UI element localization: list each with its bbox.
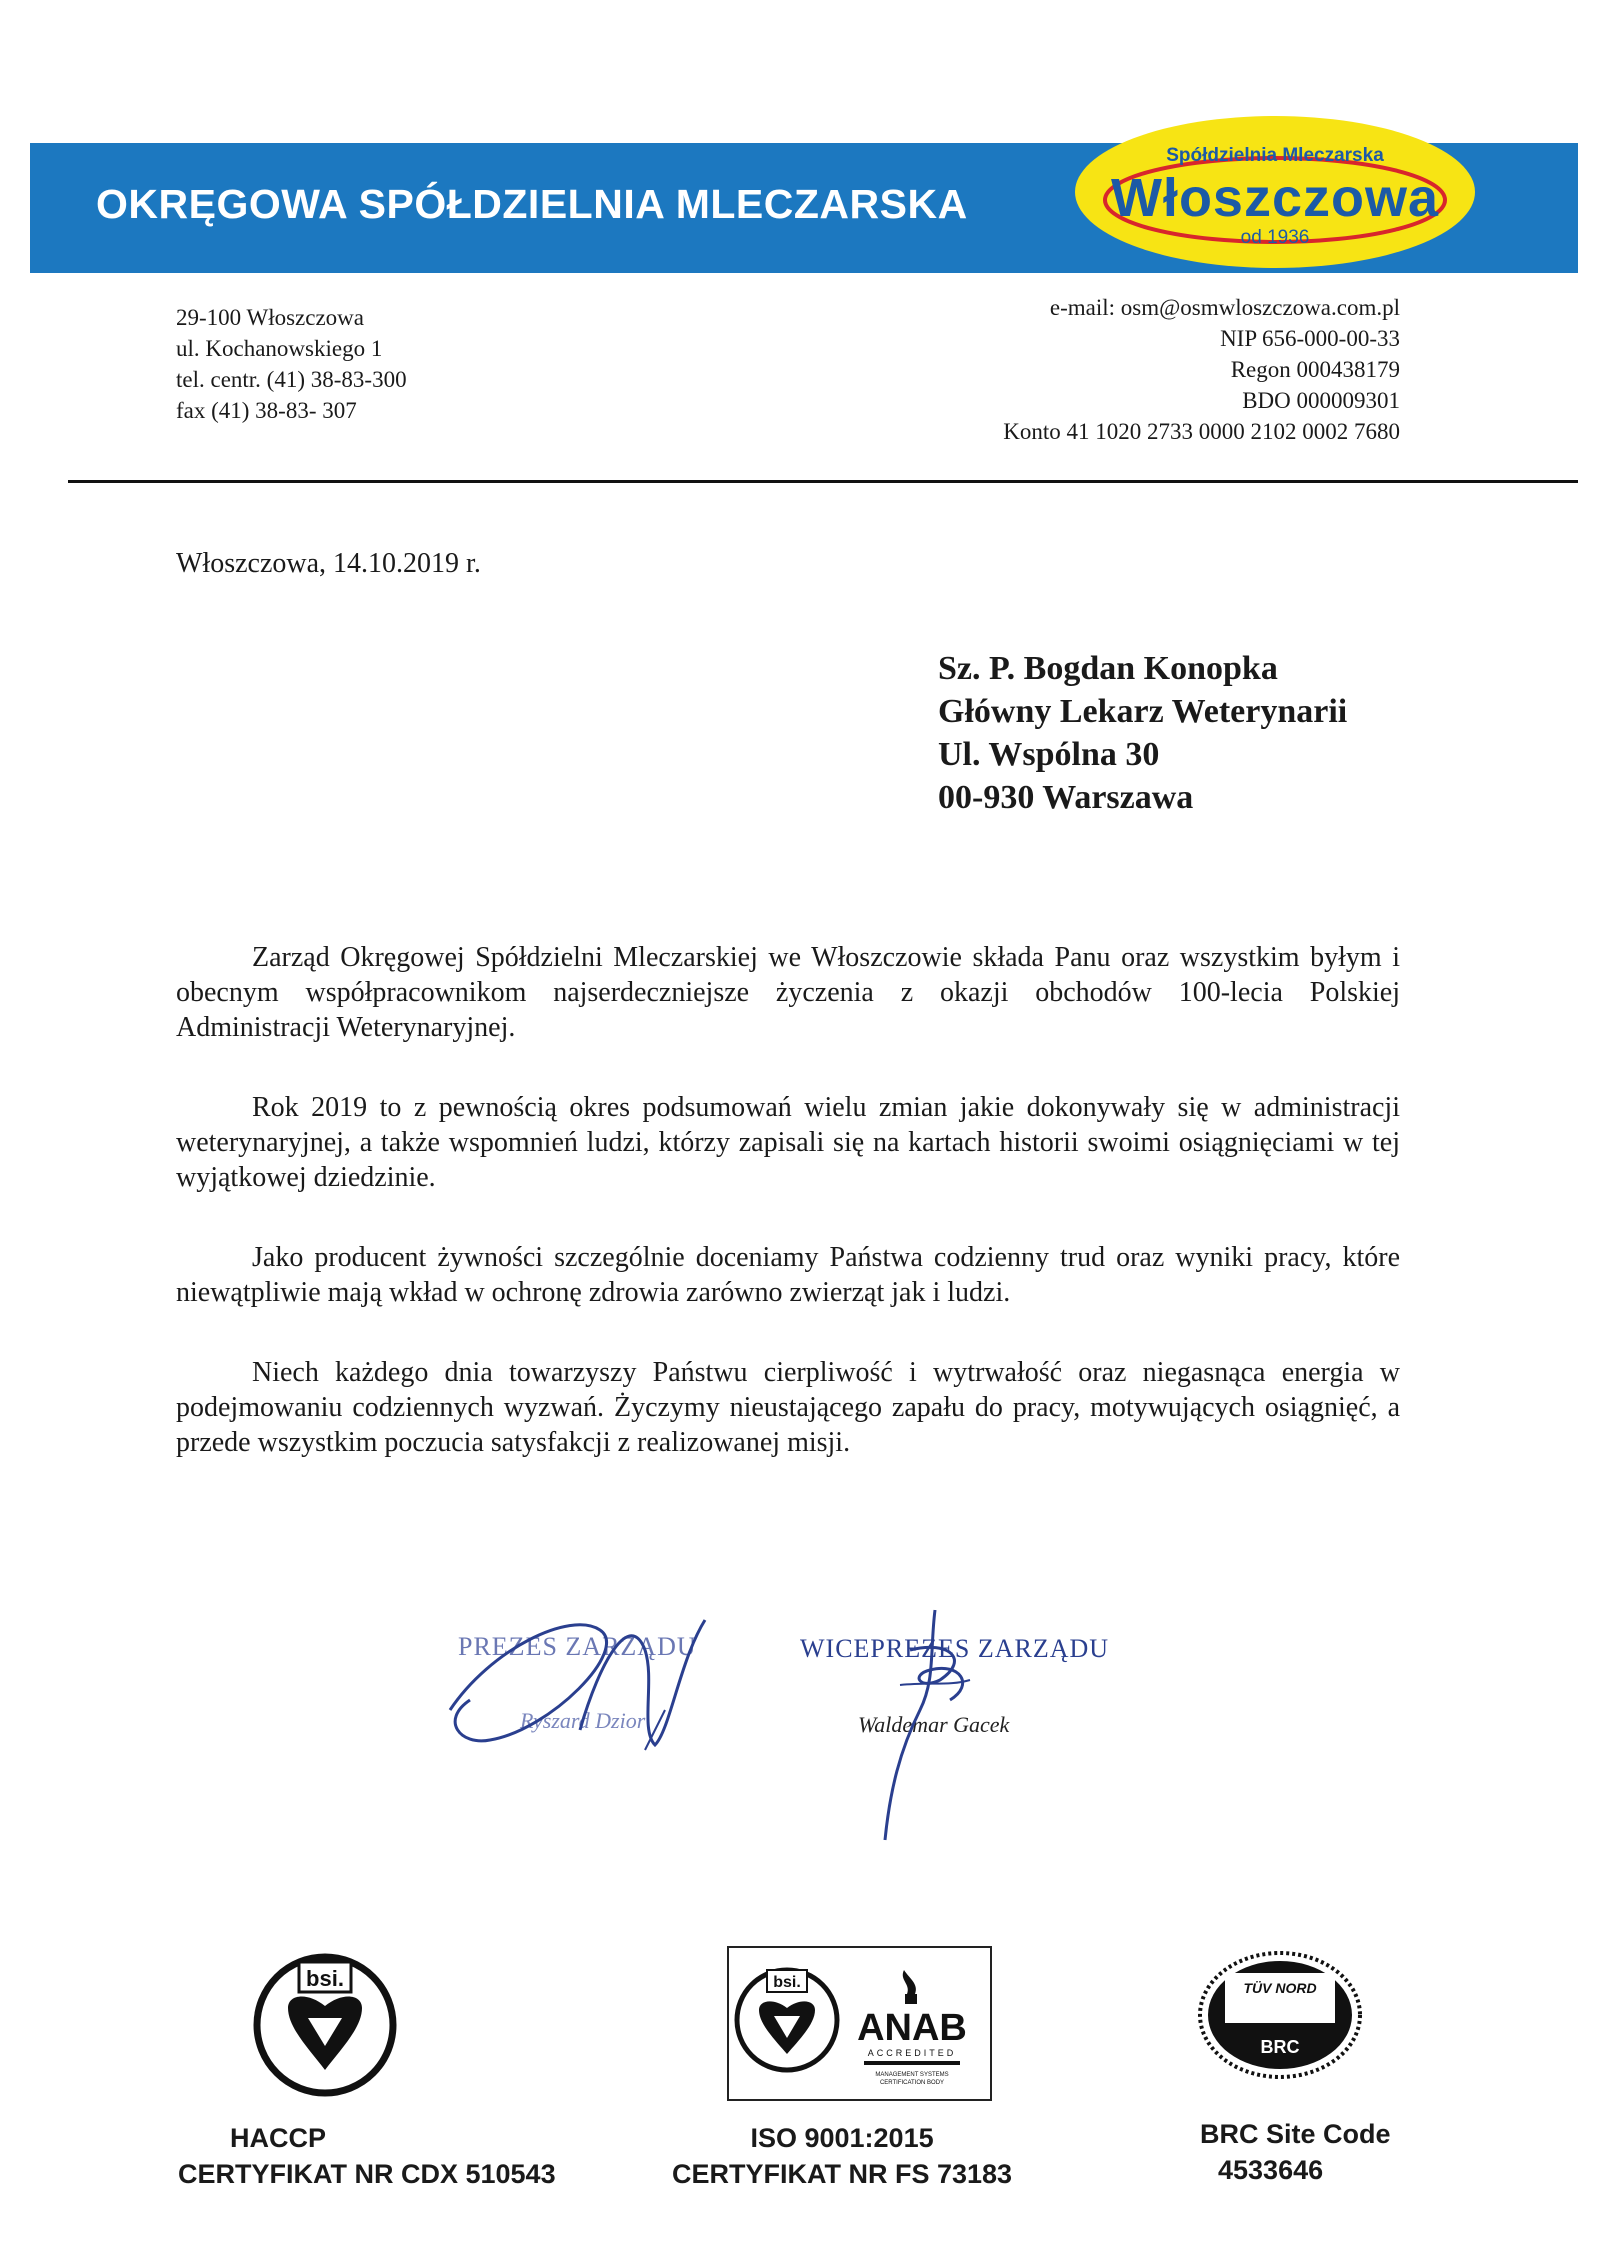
cert-name: HACCP	[230, 2123, 327, 2153]
letter-paragraph: Zarząd Okręgowej Spółdzielni Mleczarskiej we Włoszczowie składa Panu oraz wszystkim byłym i obecnym współpracownikom najserdeczniejsze życzenia z okazji obchodów 100-lecia Polskiej Administracji Weterynaryjnej.	[176, 942, 1400, 1043]
recipient-block	[938, 647, 1347, 819]
logo-top-line: Spółdzielnia Mleczarska	[1166, 145, 1384, 166]
cert-name: BRC Site Code	[1200, 2119, 1391, 2149]
contact-email: e-mail: osm@osmwloszczowa.com.pl	[1049, 295, 1400, 320]
anab-subtext-1: MANAGEMENT SYSTEMS	[875, 2072, 949, 2078]
iso-certificate-logo	[727, 1946, 992, 2101]
address-street: ul. Kochanowskiego 1	[176, 336, 383, 361]
signature-stamp-president: PREZES ZARZĄDU	[458, 1632, 697, 1661]
contact-regon: Regon 000438179	[1230, 357, 1400, 382]
recipient-city: 00-930 Warszawa	[938, 779, 1194, 816]
address-right	[700, 292, 1400, 447]
letter-paragraph: Rok 2019 to z pewnością okres podsumowań wielu zmian jakie dokonywały się w administracji weterynaryjnej, a także wspomnień ludzi, którzy zapisali się na kartach historii swoimi osiągnięciami w tej wyjątkowej dziedzinie.	[176, 1092, 1400, 1193]
bsi-anab-logo-icon	[729, 1948, 990, 2099]
logo-since: od 1936	[1240, 227, 1310, 248]
brc-logo-text: BRC	[1260, 2037, 1300, 2057]
signature-stamp-vice-president: WICEPREZES ZARZĄDU	[800, 1634, 1110, 1663]
recipient-position: Główny Lekarz Weterynarii	[938, 693, 1348, 730]
bsi-haccp-logo-icon	[250, 1950, 400, 2100]
cert-number: CERTYFIKAT NR CDX 510543	[178, 2159, 556, 2189]
cert-number: CERTYFIKAT NR FS 73183	[672, 2159, 1013, 2189]
cert-name: ISO 9001:2015	[750, 2123, 934, 2153]
contact-nip: NIP 656-000-00-33	[1220, 326, 1400, 351]
tuv-logo-text: TÜV NORD	[1243, 1980, 1317, 1996]
signature-name-vice-president: Waldemar Gacek	[858, 1712, 1010, 1737]
contact-account: Konto 41 1020 2733 0000 2102 0002 7680	[1003, 419, 1400, 444]
anab-subtext-2: CERTIFICATION BODY	[879, 2080, 945, 2086]
recipient-street: Ul. Wspólna 30	[938, 736, 1160, 773]
address-city: 29-100 Włoszczowa	[176, 305, 364, 330]
signature-name-president: Ryszard Dzior	[520, 1708, 646, 1733]
bsi-logo-text: bsi.	[306, 1966, 344, 1991]
logo-name: Włoszczowa	[1110, 168, 1440, 228]
tuv-nord-brc-logo-icon	[1195, 1945, 1365, 2085]
recipient-name: Sz. P. Bogdan Konopka	[938, 650, 1278, 687]
iso-certificate	[672, 2120, 1012, 2192]
handwritten-signatures-icon	[430, 1590, 1130, 1850]
anab-logo-text: ANAB	[857, 2007, 967, 2049]
cert-number: 4533646	[1218, 2155, 1324, 2185]
brc-certificate	[1200, 2116, 1391, 2188]
organization-name: OKRĘGOWA SPÓŁDZIELNIA MLECZARSKA	[96, 181, 968, 227]
address-left	[176, 302, 407, 426]
contact-bdo: BDO 000009301	[1242, 388, 1400, 413]
letter-paragraph: Niech każdego dnia towarzyszy Państwu cierpliwość i wytrwałość oraz niegasnąca energia w podejmowaniu codziennych wyzwań. Życzymy nieustającego zapału do pracy, motywujących osiągnięć, a przede wszystkim poczucia satysfakcji z realizowanej misji.	[176, 1357, 1400, 1458]
bsi-logo-text: bsi.	[773, 1974, 801, 1991]
company-logo	[1070, 112, 1480, 272]
anab-accredited-text: ACCREDITED	[867, 2048, 957, 2058]
address-phone: tel. centr. (41) 38-83-300	[176, 367, 407, 392]
letter-date: Włoszczowa, 14.10.2019 r.	[176, 548, 481, 579]
letter-paragraph: Jako producent żywności szczególnie doceniamy Państwa codzienny trud oraz wyniki pracy, które niewątpliwie mają wkład w ochronę zdrowia zarówno zwierząt jak i ludzi.	[176, 1242, 1400, 1308]
address-fax: fax (41) 38-83- 307	[176, 398, 357, 423]
header-divider	[68, 480, 1578, 483]
haccp-certificate	[178, 2120, 556, 2192]
